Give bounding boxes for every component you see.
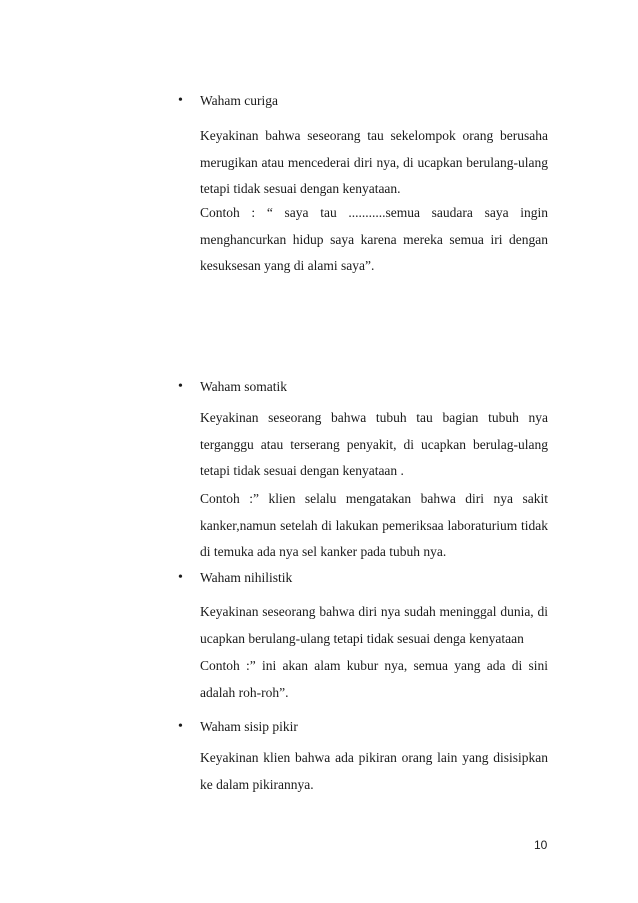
- section-title: Waham nihilistik: [200, 570, 293, 585]
- section-example: Contoh :” klien selalu mengatakan bahwa diri nya sakit kanker,namun setelah di lakukan pemeriksaa laboraturium tidak di temuka ada nya sel kanker pada tubuh nya.: [200, 491, 548, 559]
- section-title: Waham curiga: [200, 93, 279, 108]
- page-number: 10: [534, 838, 548, 852]
- section-title: Waham sisip pikir: [200, 719, 298, 734]
- section-definition: Keyakinan seseorang bahwa diri nya sudah meninggal dunia, di ucapkan berulang-ulang tetapi tidak sesuai denga kenyataan: [200, 604, 548, 646]
- section-definition: Keyakinan klien bahwa ada pikiran orang lain yang disisipkan ke dalam pikirannya.: [200, 750, 548, 792]
- section-title: Waham somatik: [200, 379, 288, 394]
- section-definition: Keyakinan bahwa seseorang tau sekelompok orang berusaha merugikan atau mencederai diri nya, di ucapkan berulang-ulang tetapi tidak sesuai dengan kenyataan.: [200, 128, 548, 196]
- section-definition: Keyakinan seseorang bahwa tubuh tau bagian tubuh nya terganggu atau terserang penyakit, di ucapkan berulag-ulang tetapi tidak sesuai dengan kenyataan .: [200, 410, 548, 478]
- section-example: Contoh : “ saya tau ...........semua saudara saya ingin menghancurkan hidup saya karena mereka semua iri dengan kesuksesan yang di alami saya”.: [200, 205, 548, 273]
- bullet-icon: •: [178, 570, 183, 585]
- bullet-icon: •: [178, 93, 183, 108]
- bullet-icon: •: [178, 719, 183, 734]
- section-example: Contoh :” ini akan alam kubur nya, semua yang ada di sini adalah roh-roh”.: [200, 658, 548, 700]
- bullet-icon: •: [178, 379, 183, 394]
